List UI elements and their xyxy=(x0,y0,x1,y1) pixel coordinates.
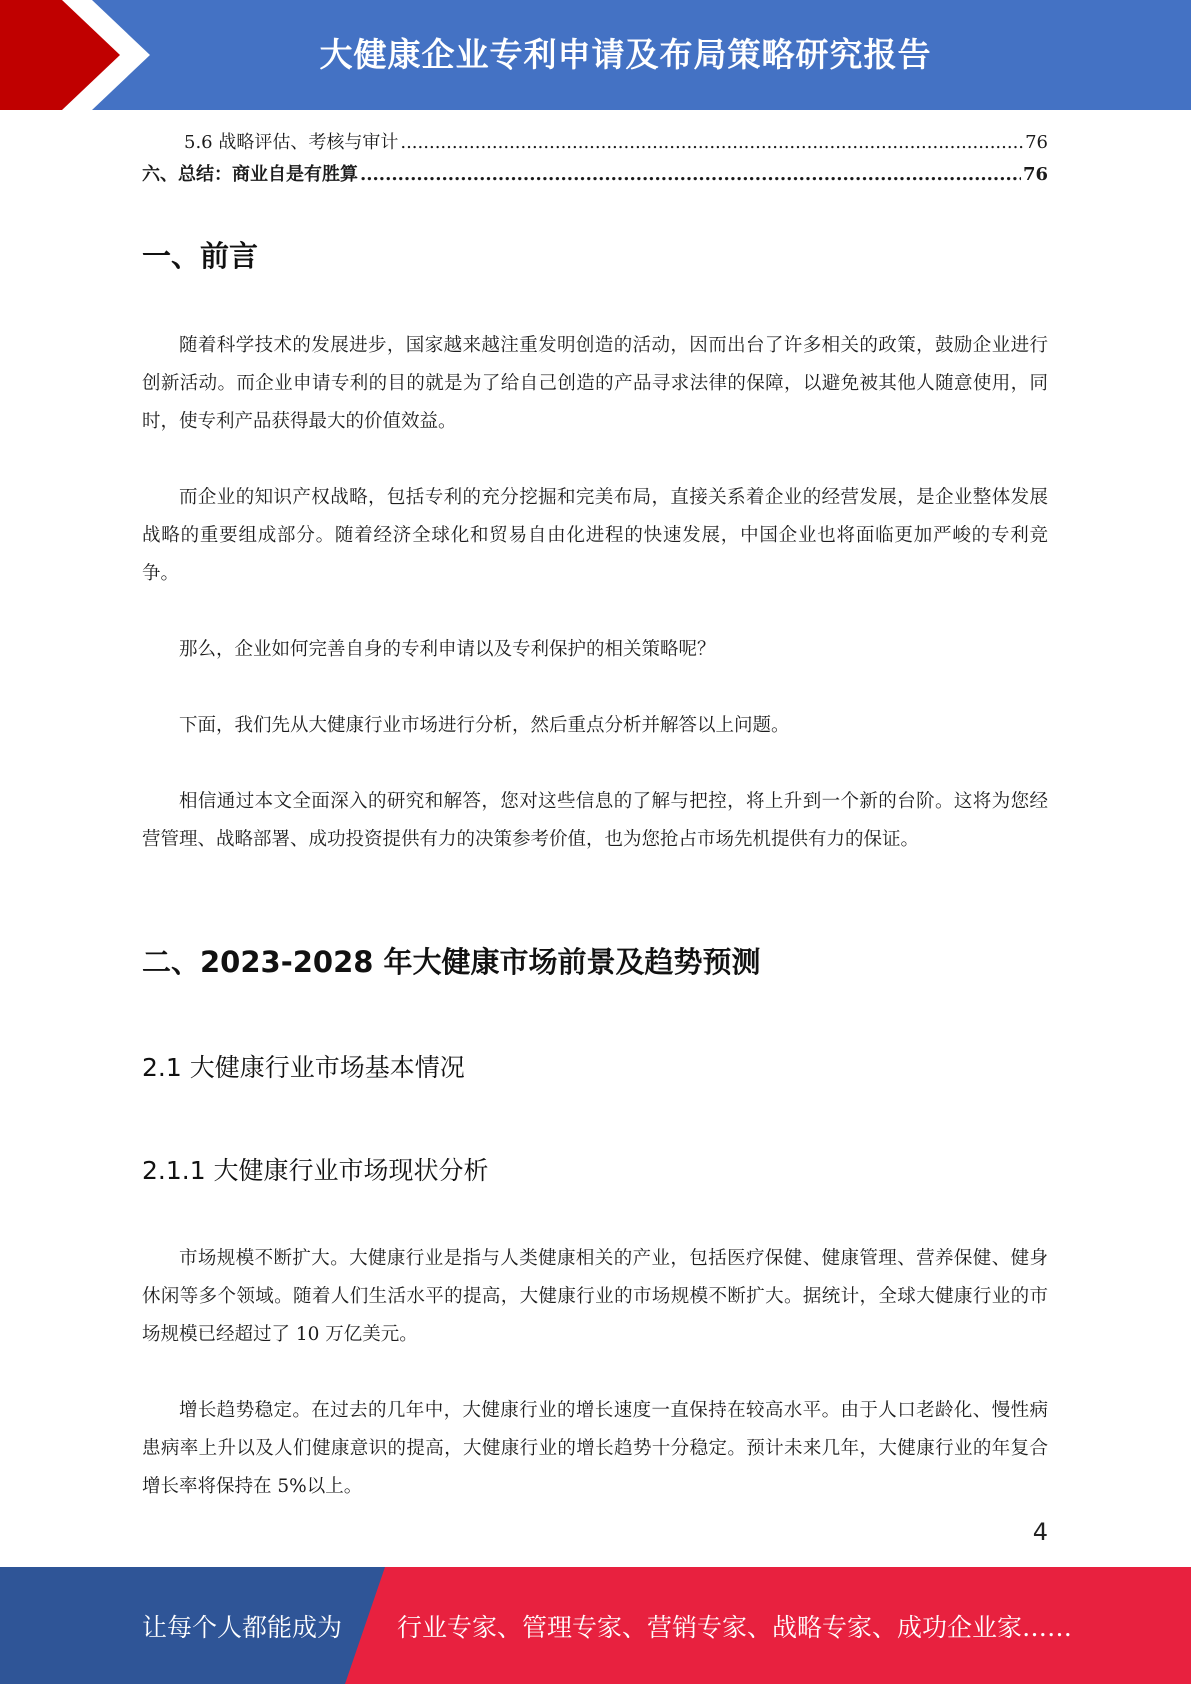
section-heading-preface: 一、前言 xyxy=(142,239,259,273)
page-footer xyxy=(0,1567,1191,1684)
footer-slogan-left: 让每个人都能成为 xyxy=(142,1612,343,1642)
subsection-heading-2-1: 2.1 大健康行业市场基本情况 xyxy=(142,1053,465,1082)
toc-entry[interactable] xyxy=(142,163,1048,187)
page-header xyxy=(0,0,1191,110)
section-heading-chapter-2: 二、2023-2028 年大健康市场前景及趋势预测 xyxy=(142,945,761,979)
body-paragraph: 增长趋势稳定。在过去的几年中，大健康行业的增长速度一直保持在较高水平。由于人口老龄化、慢性病患病率上升以及人们健康意识的提高，大健康行业的增长趋势十分稳定。预计未来几年，大健康行业的年复合增长率将保持在 5%以上。 xyxy=(142,1400,1048,1497)
preface-paragraph: 随着科学技术的发展进步，国家越来越注重发明创造的活动，因而出台了许多相关的政策，鼓励企业进行创新活动。而企业申请专利的目的就是为了给自己创造的产品寻求法律的保障，以避免被其他人随意使用，同时，使专利产品获得最大的价值效益。 xyxy=(142,335,1048,432)
preface-paragraph: 下面，我们先从大健康行业市场进行分析，然后重点分析并解答以上问题。 xyxy=(179,715,790,736)
body-paragraph: 市场规模不断扩大。大健康行业是指与人类健康相关的产业，包括医疗保健、健康管理、营养保健、健身休闲等多个领域。随着人们生活水平的提高，大健康行业的市场规模不断扩大。据统计，全球大健康行业的市场规模已经超过了 10 万亿美元。 xyxy=(142,1248,1048,1345)
page-number: 4 xyxy=(1032,1518,1048,1546)
preface-paragraph: 那么，企业如何完善自身的专利申请以及专利保护的相关策略呢？ xyxy=(179,639,716,660)
toc-entry-label: 六、总结：商业自是有胜算 xyxy=(142,164,358,185)
toc-entry-page: 76 xyxy=(1025,132,1048,153)
toc-entry-page: 76 xyxy=(1022,164,1048,185)
preface-paragraph: 相信通过本文全面深入的研究和解答，您对这些信息的了解与把控，将上升到一个新的台阶。这将为您经营管理、战略部署、成功投资提供有力的决策参考价值，也为您抢占市场先机提供有力的保证。 xyxy=(142,791,1048,850)
footer-slogan-right: 行业专家、管理专家、营销专家、战略专家、成功企业家…… xyxy=(397,1612,1073,1642)
header-chevron-graphic xyxy=(0,0,160,110)
toc-entry[interactable] xyxy=(142,131,1048,155)
toc-entry-label: 5.6 战略评估、考核与审计 xyxy=(184,132,399,153)
report-title: 大健康企业专利申请及布局策略研究报告 xyxy=(319,34,932,74)
preface-paragraph: 而企业的知识产权战略，包括专利的充分挖掘和完美布局，直接关系着企业的经营发展，是企业整体发展战略的重要组成部分。随着经济全球化和贸易自由化进程的快速发展，中国企业也将面临更加严峻的专利竞争。 xyxy=(142,487,1048,584)
subsection-heading-2-1-1: 2.1.1 大健康行业市场现状分析 xyxy=(142,1156,489,1185)
toc-leader-dots xyxy=(400,131,1023,155)
toc-leader-dots xyxy=(360,163,1021,187)
